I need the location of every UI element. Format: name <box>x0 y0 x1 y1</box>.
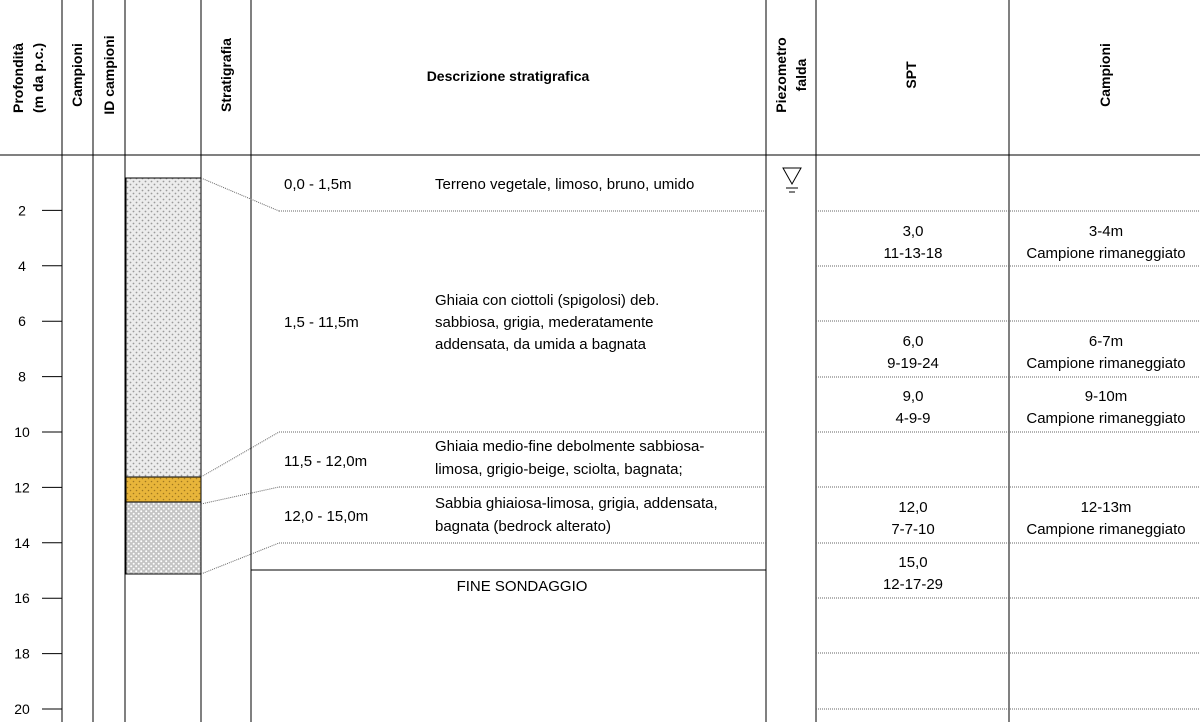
layer-range-3: 11,5 - 12,0m <box>284 453 368 470</box>
header-piezometer-line2: falda <box>793 58 809 92</box>
header-piezometer-line1: Piezometro <box>773 37 789 113</box>
sample-range: 3-4m <box>1088 223 1124 240</box>
spt-blows: 11-13-18 <box>883 245 943 262</box>
depth-tick-label: 16 <box>14 590 30 607</box>
layer-description-4-line2: bagnata (bedrock alterato) <box>435 518 611 535</box>
sample-type: Campione rimaneggiato <box>1026 410 1186 427</box>
depth-tick-label: 4 <box>18 257 26 274</box>
depth-tick-label: 14 <box>14 534 30 551</box>
depth-tick-label: 10 <box>14 424 30 440</box>
sample-range: 9-10m <box>1084 388 1128 405</box>
interval-lines <box>279 211 1200 709</box>
layer-description-2-line1: Ghiaia con ciottoli (spigolosi) deb. <box>435 292 660 309</box>
layer-range-1: 0,0 - 1,5m <box>284 176 352 193</box>
stratum-gravel-yellow <box>126 477 201 502</box>
column-dividers <box>62 0 1009 722</box>
strata-column <box>125 155 201 722</box>
depth-tick-label: 20 <box>14 701 30 717</box>
depth-tick-label: 8 <box>18 368 26 385</box>
header-stratigraphy: Stratigrafia <box>218 38 234 112</box>
header-depth-line1: Profondità <box>10 43 26 113</box>
header-depth-line2: (m da p.c.) <box>30 42 46 114</box>
depth-tick-label: 12 <box>14 479 30 496</box>
depth-tick-label: 18 <box>14 645 30 662</box>
end-label: FINE SONDAGGIO <box>456 578 588 595</box>
layer-description-3-line2: limosa, grigio-beige, sciolta, bagnata; <box>435 461 683 478</box>
layer-description-1: Terreno vegetale, limoso, bruno, umido <box>435 176 695 193</box>
sample-type: Campione rimaneggiato <box>1026 521 1186 538</box>
header-sample-id: ID campioni <box>101 35 117 115</box>
spt-depth: 15,0 <box>898 554 928 571</box>
spt-depth: 9,0 <box>902 388 924 405</box>
spt-depth: 12,0 <box>898 499 928 516</box>
connector-lines <box>201 178 279 574</box>
depth-tick-label: 2 <box>18 202 26 219</box>
header-samples: Campioni <box>1097 43 1113 107</box>
layer-description-3-line1: Ghiaia medio-fine debolmente sabbiosa- <box>435 438 705 455</box>
layer-range-2: 1,5 - 11,5m <box>284 314 359 331</box>
depth-tick-label: 6 <box>18 313 26 330</box>
header-spt: SPT <box>903 61 919 89</box>
stratum-dense-gravel <box>126 502 201 574</box>
header-piezometer <box>773 37 809 112</box>
layer-description-4-line1: Sabbia ghiaiosa-limosa, grigia, addensata, <box>435 495 718 512</box>
spt-depth: 6,0 <box>902 333 924 350</box>
layer-range-4: 12,0 - 15,0m <box>284 508 369 525</box>
spt-blows: 9-19-24 <box>887 355 939 372</box>
sample-type: Campione rimaneggiato <box>1026 245 1186 262</box>
spt-blows: 4-9-9 <box>895 410 931 427</box>
header-samples-col: Campioni <box>69 43 85 107</box>
depth-ticks <box>14 202 62 717</box>
stratum-light-gravel <box>126 178 201 477</box>
header-description: Descrizione stratigrafica <box>426 68 590 84</box>
spt-blows: 7-7-10 <box>891 521 935 538</box>
sample-range: 6-7m <box>1088 333 1124 350</box>
spt-depth: 3,0 <box>902 223 924 240</box>
sample-range: 12-13m <box>1080 499 1132 516</box>
header-depth <box>10 43 46 113</box>
spt-values <box>883 223 943 593</box>
layer-description-2-line2: sabbiosa, grigia, mederatamente <box>435 314 654 331</box>
spt-blows: 12-17-29 <box>882 576 944 593</box>
sample-entries <box>1026 223 1185 538</box>
layer-description-2-line3: addensata, da umida a bagnata <box>435 336 647 353</box>
water-table-icon <box>783 168 801 192</box>
sample-type: Campione rimaneggiato <box>1026 355 1186 372</box>
